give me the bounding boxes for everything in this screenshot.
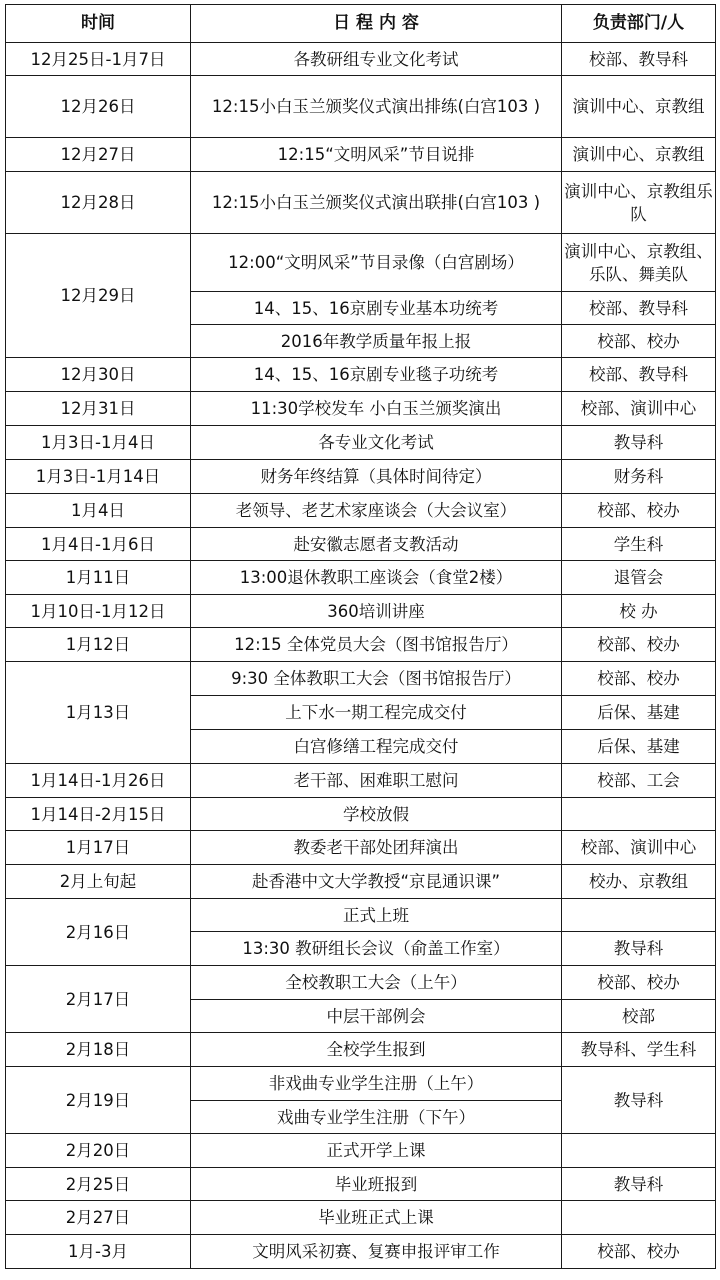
- content-cell: 12:15小白玉兰颁奖仪式演出排练(白宫103 ): [191, 76, 562, 138]
- table-row: [6, 595, 716, 628]
- time-cell: 1月12日: [6, 628, 191, 662]
- table-row: [6, 561, 716, 595]
- dept-cell: 校部、教导科: [562, 292, 716, 325]
- table-row: [6, 392, 716, 426]
- dept-cell: [562, 899, 716, 932]
- content-cell: 学校放假: [191, 798, 562, 831]
- table-row: [6, 1067, 716, 1101]
- time-cell: 1月13日: [6, 662, 191, 764]
- time-cell: 1月-3月: [6, 1235, 191, 1269]
- dept-cell: 后保、基建: [562, 730, 716, 764]
- content-cell: 中层干部例会: [191, 1000, 562, 1033]
- time-cell: 1月14日-2月15日: [6, 798, 191, 831]
- time-cell: 2月20日: [6, 1134, 191, 1168]
- dept-cell: 校办、京教组: [562, 865, 716, 899]
- dept-cell: 校部、演训中心: [562, 831, 716, 865]
- content-cell: 各教研组专业文化考试: [191, 43, 562, 76]
- table-row: [6, 764, 716, 798]
- content-cell: 14、15、16京剧专业毯子功统考: [191, 358, 562, 392]
- content-cell: 2016年教学质量年报上报: [191, 325, 562, 358]
- header-row: [6, 5, 716, 43]
- time-cell: 1月14日-1月26日: [6, 764, 191, 798]
- content-cell: 非戏曲专业学生注册（上午）: [191, 1067, 562, 1101]
- content-cell: 全校学生报到: [191, 1033, 562, 1067]
- time-cell: 1月10日-1月12日: [6, 595, 191, 628]
- time-cell: 12月25日-1月7日: [6, 43, 191, 76]
- content-cell: 各专业文化考试: [191, 426, 562, 460]
- content-cell: 全校教职工大会（上午）: [191, 966, 562, 1000]
- table-row: [6, 1033, 716, 1067]
- time-cell: 1月4日-1月6日: [6, 528, 191, 561]
- content-cell: 12:15小白玉兰颁奖仪式演出联排(白宫103 ): [191, 172, 562, 234]
- time-cell: 2月27日: [6, 1201, 191, 1235]
- content-cell: 12:15“文明风采”节目说排: [191, 138, 562, 172]
- dept-cell: 校 办: [562, 595, 716, 628]
- time-cell: 12月27日: [6, 138, 191, 172]
- dept-cell: 教导科: [562, 426, 716, 460]
- table-row: [6, 234, 716, 292]
- table-row: [6, 1134, 716, 1168]
- dept-cell: [562, 1201, 716, 1235]
- table-row: [6, 494, 716, 528]
- dept-cell: 教导科: [562, 932, 716, 966]
- dept-cell: 后保、基建: [562, 696, 716, 730]
- dept-cell: 校部、校办: [562, 325, 716, 358]
- dept-cell: 演训中心、京教组: [562, 138, 716, 172]
- dept-cell: 退管会: [562, 561, 716, 595]
- content-cell: 正式上班: [191, 899, 562, 932]
- content-cell: 白宫修缮工程完成交付: [191, 730, 562, 764]
- table-row: [6, 43, 716, 76]
- dept-cell: 校部、校办: [562, 1235, 716, 1269]
- table-row: [6, 358, 716, 392]
- content-cell: 教委老干部处团拜演出: [191, 831, 562, 865]
- time-cell: 1月11日: [6, 561, 191, 595]
- time-cell: 12月28日: [6, 172, 191, 234]
- header-time: 时间: [6, 5, 191, 43]
- time-cell: 1月3日-1月4日: [6, 426, 191, 460]
- content-cell: 财务年终结算（具体时间待定）: [191, 460, 562, 494]
- time-cell: 2月17日: [6, 966, 191, 1033]
- table-row: [6, 76, 716, 138]
- table-row: [6, 865, 716, 899]
- dept-cell: 校部、演训中心: [562, 392, 716, 426]
- table-row: [6, 628, 716, 662]
- table-row: [6, 1235, 716, 1269]
- table-row: [6, 426, 716, 460]
- dept-cell: 校部、校办: [562, 662, 716, 696]
- time-cell: 12月26日: [6, 76, 191, 138]
- time-cell: 1月4日: [6, 494, 191, 528]
- dept-cell: 校部、校办: [562, 494, 716, 528]
- content-cell: 毕业班报到: [191, 1168, 562, 1201]
- dept-cell: 校部: [562, 1000, 716, 1033]
- content-cell: 赴安徽志愿者支教活动: [191, 528, 562, 561]
- header-content: 日 程 内 容: [191, 5, 562, 43]
- table-row: [6, 1168, 716, 1201]
- header-dept: 负责部门/人: [562, 5, 716, 43]
- content-cell: 文明风采初赛、复赛申报评审工作: [191, 1235, 562, 1269]
- content-cell: 上下水一期工程完成交付: [191, 696, 562, 730]
- content-cell: 正式开学上课: [191, 1134, 562, 1168]
- dept-cell: [562, 1134, 716, 1168]
- time-cell: 12月31日: [6, 392, 191, 426]
- dept-cell: 教导科、学生科: [562, 1033, 716, 1067]
- table-row: [6, 966, 716, 1000]
- dept-cell: [562, 798, 716, 831]
- content-cell: 11:30学校发车 小白玉兰颁奖演出: [191, 392, 562, 426]
- dept-cell: 演训中心、京教组、乐队、舞美队: [562, 234, 716, 292]
- table-row: [6, 460, 716, 494]
- dept-cell: 财务科: [562, 460, 716, 494]
- time-cell: 2月18日: [6, 1033, 191, 1067]
- dept-cell: 校部、教导科: [562, 358, 716, 392]
- content-cell: 12:00“文明风采”节目录像（白宫剧场）: [191, 234, 562, 292]
- content-cell: 13:00退休教职工座谈会（食堂2楼）: [191, 561, 562, 595]
- table-row: [6, 831, 716, 865]
- dept-cell: 校部、工会: [562, 764, 716, 798]
- table-row: [6, 528, 716, 561]
- dept-cell: 校部、校办: [562, 966, 716, 1000]
- time-cell: 2月19日: [6, 1067, 191, 1134]
- dept-cell: 学生科: [562, 528, 716, 561]
- time-cell: 2月25日: [6, 1168, 191, 1201]
- dept-cell: 演训中心、京教组乐队: [562, 172, 716, 234]
- dept-cell: 演训中心、京教组: [562, 76, 716, 138]
- time-cell: 1月3日-1月14日: [6, 460, 191, 494]
- time-cell: 2月16日: [6, 899, 191, 966]
- content-cell: 毕业班正式上课: [191, 1201, 562, 1235]
- table-row: [6, 138, 716, 172]
- table-row: [6, 172, 716, 234]
- content-cell: 14、15、16京剧专业基本功统考: [191, 292, 562, 325]
- table-row: [6, 798, 716, 831]
- table-row: [6, 1201, 716, 1235]
- time-cell: 12月29日: [6, 234, 191, 358]
- time-cell: 12月30日: [6, 358, 191, 392]
- content-cell: 老领导、老艺术家座谈会（大会议室）: [191, 494, 562, 528]
- content-cell: 赴香港中文大学教授“京昆通识课”: [191, 865, 562, 899]
- content-cell: 360培训讲座: [191, 595, 562, 628]
- content-cell: 9:30 全体教职工大会（图书馆报告厅）: [191, 662, 562, 696]
- time-cell: 2月上旬起: [6, 865, 191, 899]
- time-cell: 1月17日: [6, 831, 191, 865]
- table-row: [6, 662, 716, 696]
- content-cell: 戏曲专业学生注册（下午）: [191, 1101, 562, 1134]
- content-cell: 12:15 全体党员大会（图书馆报告厅）: [191, 628, 562, 662]
- content-cell: 老干部、困难职工慰问: [191, 764, 562, 798]
- dept-cell: 校部、校办: [562, 628, 716, 662]
- dept-cell: 校部、教导科: [562, 43, 716, 76]
- schedule-table: [5, 4, 716, 1269]
- dept-cell: 教导科: [562, 1168, 716, 1201]
- table-row: [6, 899, 716, 932]
- dept-cell: 教导科: [562, 1067, 716, 1134]
- content-cell: 13:30 教研组长会议（俞盖工作室）: [191, 932, 562, 966]
